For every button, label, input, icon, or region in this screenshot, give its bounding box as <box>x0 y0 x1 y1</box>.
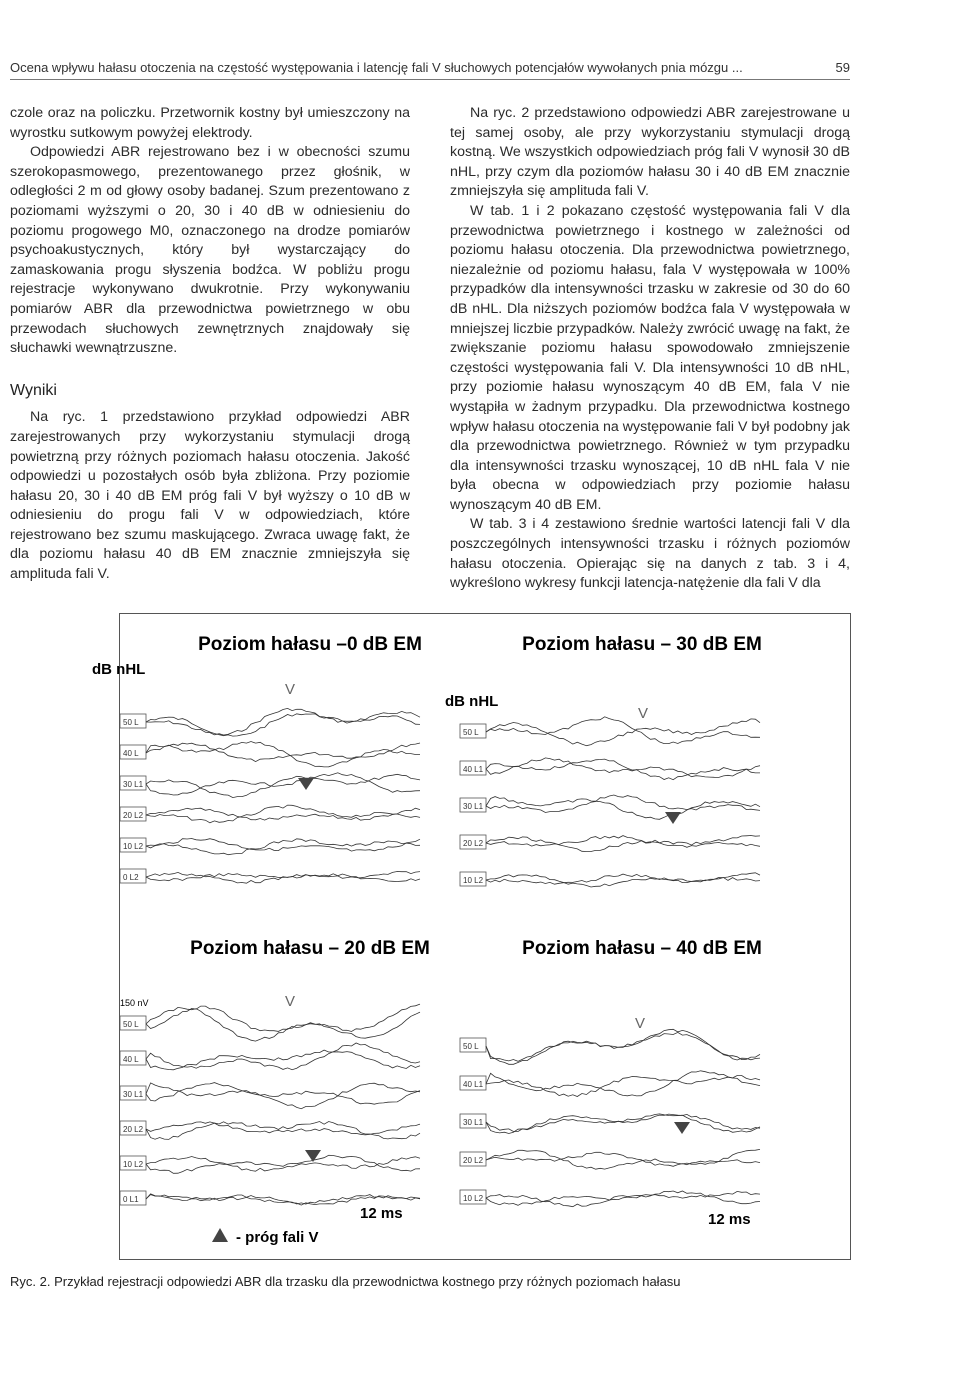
trace-level-label: 50 L <box>463 1042 479 1051</box>
abr-trace <box>486 873 760 887</box>
trace-level-label: 20 L2 <box>463 1156 484 1165</box>
threshold-marker-icon <box>298 778 314 790</box>
running-head-title: Ocena wpływu hałasu otoczenia na częstość występowania i latencję fali V słuchowych potencjałów wywołanych pnia mózgu ... <box>10 60 743 75</box>
trace-level-label: 50 L <box>123 1020 139 1029</box>
wave-v-label: V <box>635 1015 646 1032</box>
threshold-marker-icon <box>665 812 681 824</box>
figure-legend <box>212 1228 319 1246</box>
trace-level-label: 40 L1 <box>463 1080 484 1089</box>
left-column <box>10 104 410 585</box>
threshold-marker-icon <box>305 1150 321 1162</box>
abr-trace <box>146 808 420 820</box>
panel-noise-0db <box>92 634 422 883</box>
trace-level-label: 30 L1 <box>463 802 484 811</box>
abr-trace <box>146 711 420 736</box>
threshold-marker-icon <box>674 1122 690 1134</box>
abr-trace <box>146 774 420 797</box>
trace-level-label: 10 L2 <box>463 876 484 885</box>
trace-level-label: 20 L2 <box>463 839 484 848</box>
wave-v-label: V <box>285 993 296 1010</box>
scale-label: 150 nV <box>120 998 149 1008</box>
paragraph: czole oraz na policzku. Przetwornik kostny był umieszczony na wyrostku sutkowym powyżej elektrody. <box>10 105 410 141</box>
paragraph: Na ryc. 1 przedstawiono przykład odpowiedzi ABR zarejestrowanych przy wykorzystaniu stymulacji drogą powietrzną przy różnych poziomach hałasu otoczenia. Jakość odpowiedzi u pozostałych osób była zbliżona. Przy poziomie hałasu 20, 30 i 40 dB EM próg fali V był wyższy o 10 dB w odniesieniu do progu fali V w odpowiedziach, które rejestrowano bez szumu maskującego. Zwraca uwagę fakt, że dla poziomu hałasu 40 dB EM znacznie zmniejszyła się amplituda fali V. <box>10 409 410 583</box>
abr-trace <box>486 1032 760 1061</box>
abr-trace <box>486 719 760 746</box>
panel-title: Poziom hałasu – 40 dB EM <box>522 938 762 959</box>
trace-level-label: 20 L2 <box>123 1125 144 1134</box>
wave-v-label: V <box>285 681 296 698</box>
trace-level-label: 0 L1 <box>123 1195 139 1204</box>
panel-noise-40db <box>460 938 762 1228</box>
panel-noise-20db <box>120 938 430 1222</box>
abr-trace <box>486 1114 760 1134</box>
legend-text: - próg fali V <box>236 1229 319 1246</box>
trace-level-label: 20 L2 <box>123 811 144 820</box>
abr-trace <box>486 1191 760 1205</box>
abr-trace <box>146 773 420 795</box>
figure-canvas <box>92 614 850 1259</box>
wave-v-label: V <box>638 705 649 722</box>
abr-trace <box>146 839 420 855</box>
figure-abr-recordings <box>92 613 851 1260</box>
trace-level-label: 30 L1 <box>123 780 144 789</box>
unit-label: dB nHL <box>445 693 499 710</box>
time-scale-label: 12 ms <box>360 1205 403 1222</box>
paragraph: Odpowiedzi ABR rejestrowano bez i w obecności szumu szerokopasmowego, prezentowanego przez głośnik, w odległości 2 m od głowy osoby badanej. Szum prezentowano z poziomami wyższymi o 20, 30 i 40 dB w odniesieniu do poziomu progowego M0, oznaczonego na drodze pomiarów psychoakustycznych, który był wystarczający do zamaskowania progu słyszenia bodźca. W pobliżu progu rejestracje wykonywano dwukrotnie. Przy wykonywaniu pomiarów ABR dla przewodnictwa powietrznego w obu przewodach słuchowych zewnętrznych znajdowały się słuchawki wewnątrzuszne. <box>10 144 410 357</box>
panel-title: Poziom hałasu – 20 dB EM <box>190 938 430 959</box>
abr-trace <box>486 1191 760 1206</box>
trace-level-label: 50 L <box>123 718 139 727</box>
running-head <box>10 60 850 75</box>
abr-trace <box>146 1083 420 1105</box>
figure-caption: Ryc. 2. Przykład rejestracji odpowiedzi ABR dla trzasku dla przewodnictwa kostnego przy różnych poziomach hałasu <box>10 1274 681 1289</box>
trace-level-label: 10 L2 <box>463 1194 484 1203</box>
abr-trace <box>146 1194 420 1205</box>
abr-trace <box>146 1043 420 1070</box>
panel-title: Poziom hałasu – 30 dB EM <box>522 634 762 655</box>
abr-trace <box>146 708 420 735</box>
paragraph: Na ryc. 2 przedstawiono odpowiedzi ABR zarejestrowane u tej samej osoby, ale przy wykorzystaniu stymulacji drogą kostną. We wszystkich odpowiedziach próg fali V wynosił 30 dB nHL, przy czym dla poziomów hałasu 30 i 40 dB EM znacznie zmniejszyła się amplituda fali V. <box>450 105 850 200</box>
trace-level-label: 30 L1 <box>123 1090 144 1099</box>
trace-level-label: 40 L1 <box>463 765 484 774</box>
abr-trace <box>146 1083 420 1109</box>
panel-noise-30db <box>445 634 762 887</box>
trace-level-label: 50 L <box>463 728 479 737</box>
abr-trace <box>486 1029 760 1064</box>
trace-level-label: 10 L2 <box>123 1160 144 1169</box>
section-heading: Wyniki <box>10 381 57 399</box>
header-rule <box>10 79 850 80</box>
abr-trace <box>486 1076 760 1097</box>
paragraph: W tab. 1 i 2 pokazano częstość występowania fali V dla przewodnictwa powietrznego i kostnego w zależności od poziomu hałasu otoczenia. Dla przewodnictwa powietrznego, niezależnie od poziomu hałasu, fala V występowała w 100% przypadków dla intensywności trzasku w zakresie od 30 do 60 dB nHL. Dla niższych poziomów bodźca fala V występowała w mniejszej liczbie przypadków. Należy zwrócić uwagę na fakt, że zwiększanie poziomu hałasu spowodowało zmniejszenie częstości występowania fali V. Dla intensywności 10 dB nHL, przy poziomie hałasu wynoszącym 40 dB EM, fala V nie wystąpiła w żadnym przypadku. Dla przewodnictwa kostnego wpływ hałasu otoczenia na występowanie fali V był podobny jak dla przewodnictwa powietrznego. Również w tym przypadku dla intensywności trzasku wynoszącej, 10 dB nHL fala V nie była obecna w odpowiedziach przy poziomie hałasu wynoszącym 40 dB EM. <box>450 202 850 513</box>
trace-level-label: 40 L <box>123 1055 139 1064</box>
abr-trace <box>146 805 420 823</box>
abr-trace <box>486 795 760 813</box>
paragraph: W tab. 3 i 4 zestawiono średnie wartości latencji fali V dla poszczególnych intensywności trzasku i różnych poziomów hałasu otoczenia. Opierając się na danych z tab. 3 i 4, wykreślono wykresy funkcji latencja-natężenie dla fali V dla <box>450 516 850 592</box>
trace-level-label: 0 L2 <box>123 873 139 882</box>
right-column <box>450 104 850 594</box>
abr-trace <box>146 1122 420 1135</box>
abr-trace <box>486 758 760 778</box>
time-scale-label: 12 ms <box>708 1211 751 1228</box>
trace-level-label: 10 L2 <box>123 842 144 851</box>
abr-trace <box>486 874 760 884</box>
page-number: 59 <box>835 60 850 75</box>
trace-level-label: 30 L1 <box>463 1118 484 1127</box>
unit-label: dB nHL <box>92 661 146 678</box>
abr-trace <box>486 717 760 744</box>
panel-title: Poziom hałasu –0 dB EM <box>198 634 422 655</box>
abr-trace <box>146 743 420 762</box>
threshold-marker-icon <box>212 1228 228 1242</box>
trace-level-label: 40 L <box>123 749 139 758</box>
